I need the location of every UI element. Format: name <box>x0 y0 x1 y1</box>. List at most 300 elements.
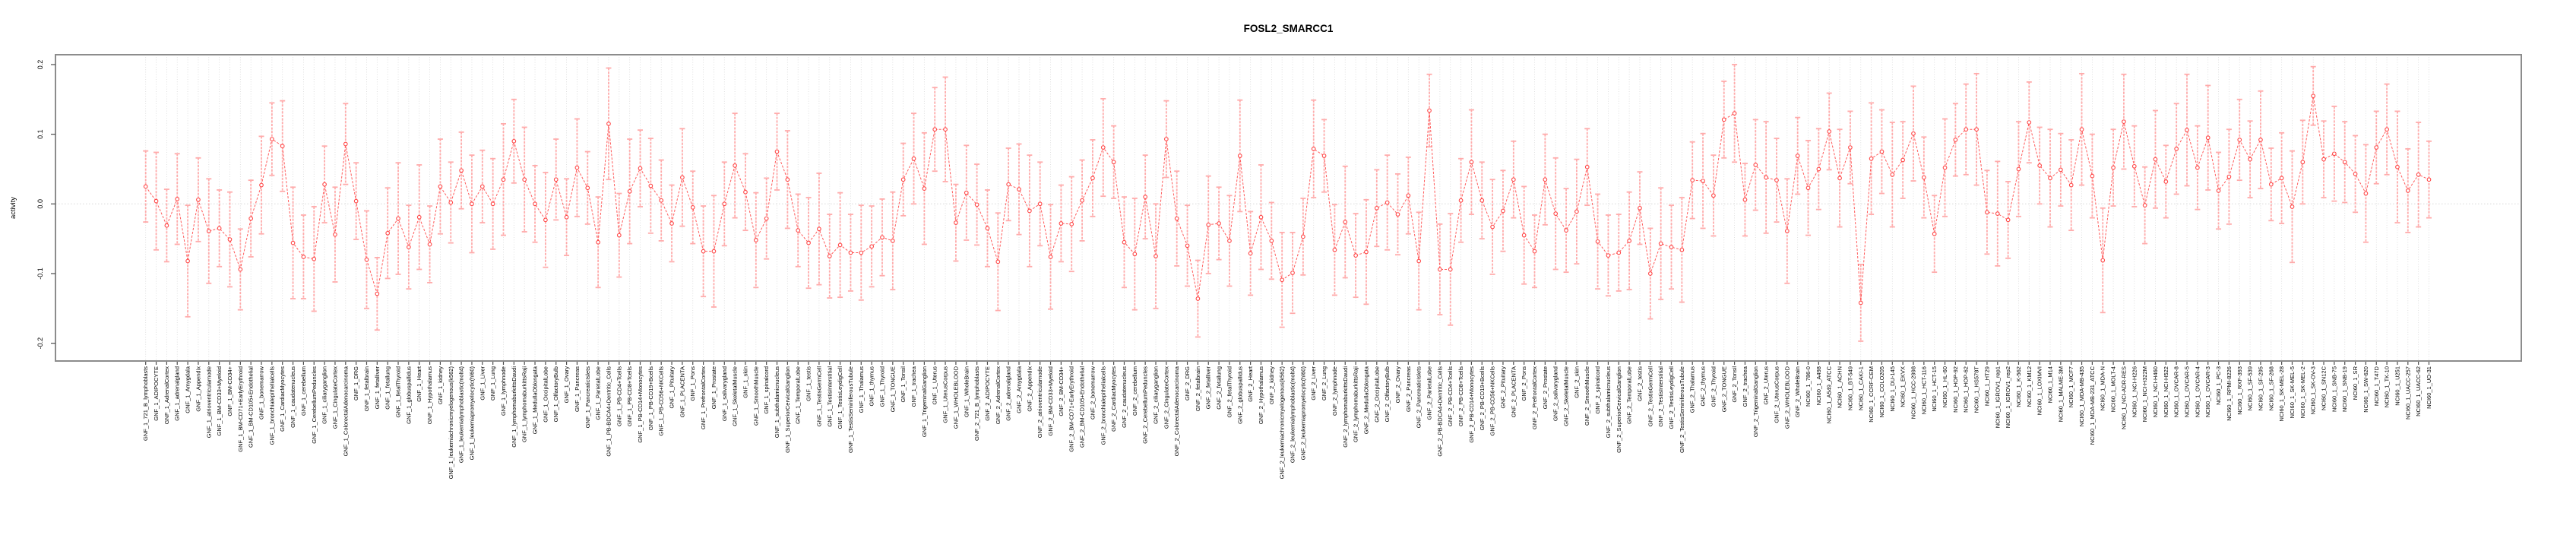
x-tick-label: NCI60_1_HCT-15 <box>1931 366 1938 412</box>
data-point <box>2343 160 2347 164</box>
data-point <box>1217 222 1221 226</box>
x-tick-label: GNF_2_subthalamicnucleus <box>1604 366 1612 439</box>
data-point <box>1038 202 1042 206</box>
data-point <box>2101 258 2105 262</box>
x-tick-label: NCI60_1_SK-MEL-5 <box>2288 366 2296 419</box>
data-point <box>2312 94 2315 98</box>
x-tick-label: NCI60_1_RXF-393 <box>2236 366 2243 415</box>
x-tick-label: GNF_2_fetallung <box>1215 366 1223 410</box>
x-tick-label: GNF_1_Prostate <box>710 366 717 410</box>
data-point <box>1606 254 1610 258</box>
data-point <box>586 186 590 190</box>
x-tick-label: GNF_1_caudatenucleus <box>290 366 297 428</box>
data-point <box>1017 188 1021 192</box>
data-point <box>912 157 916 160</box>
x-tick-label: NCI60_1_NCI-H460 <box>2151 366 2159 418</box>
y-tick-label: 0.1 <box>36 129 44 139</box>
x-tick-label: NCI60_1_HT29 <box>1983 366 1991 407</box>
x-tick-label: GNF_2_salivarygland <box>1552 366 1559 422</box>
x-tick-label: GNF_1_skin <box>742 366 749 398</box>
x-tick-label: GNF_2_SuperiorCervicalGanglion <box>1615 366 1622 453</box>
data-point <box>597 240 600 244</box>
x-tick-label: GNF_1_ColorectalAdenocarcinoma <box>342 366 350 457</box>
data-point <box>881 236 885 239</box>
x-tick-label: NCI60_1_EKVX <box>1899 366 1907 407</box>
x-tick-label: GNF_2_BM-CD105+Endothelial <box>1078 366 1086 448</box>
x-tick-label: GNF_1_WHOLEBLOOD <box>952 366 960 429</box>
data-point <box>438 185 442 188</box>
data-point <box>176 198 179 201</box>
x-tick-label: NCI60_1_MDA-MB-231_ATCC <box>2088 366 2096 445</box>
data-point <box>1901 158 1905 162</box>
data-point <box>2238 138 2242 142</box>
data-point <box>502 178 505 182</box>
data-point <box>144 185 147 188</box>
x-tick-label: GNF_1_BM-CD71+EarlyErythroid <box>236 366 244 452</box>
x-tick-label: GNF_1_Pituitary <box>668 366 676 409</box>
x-tick-label: GNF_2_bonemarrow <box>1089 366 1097 420</box>
x-tick-label: GNF_2_Pancreas <box>1404 366 1412 413</box>
data-point <box>891 239 895 243</box>
x-tick-label: NCI60_1_RPMI-8226 <box>2225 366 2233 421</box>
x-tick-label: GNF_2_Prostate <box>1541 366 1549 410</box>
x-tick-label: GNF_1_PB-CD19+Bcells <box>647 366 654 431</box>
x-tick-label: GNF_1_Pancreas <box>573 366 581 413</box>
data-point <box>428 242 432 246</box>
data-point <box>1059 222 1063 226</box>
x-tick-label: NCI60_1_SR <box>2352 366 2359 401</box>
data-point <box>607 122 611 126</box>
x-tick-label: NCI60_1_HOP-92 <box>1951 366 1959 413</box>
data-point <box>365 258 369 261</box>
x-tick-label: GNF_2_Tonsil <box>1731 366 1739 403</box>
data-point <box>2112 166 2116 169</box>
x-tick-label: GNF_2_kidney <box>1267 366 1275 405</box>
data-point <box>2006 218 2010 222</box>
data-point <box>2280 176 2283 180</box>
data-point <box>807 241 811 245</box>
x-tick-label: GNF_1_Uterus <box>931 366 938 405</box>
data-point <box>575 166 579 169</box>
data-point <box>818 227 821 231</box>
x-tick-label: GNF_2_Pons <box>1521 366 1528 401</box>
x-tick-label: NCI60_1_U251 <box>2394 366 2401 406</box>
x-tick-label: GNF_1_TONGUE <box>889 366 897 413</box>
x-tick-label: GNF_2_leukemiapromyelocytic(hl60) <box>1299 366 1307 461</box>
x-tick-label: GNF_1_PB-BDCA4+Dentritic_Cells <box>605 366 612 457</box>
data-point <box>523 178 527 182</box>
x-tick-label: GNF_2_spinalcord <box>1594 366 1602 414</box>
x-tick-label: GNF_2_Appendix <box>1026 366 1033 412</box>
data-point <box>1565 229 1568 233</box>
x-tick-label: GNF_1_testis <box>805 366 812 401</box>
x-tick-label: GNF_1_atrioventricularnode <box>205 366 213 439</box>
x-tick-label: NCI60_1_CCRF-CEM <box>1868 366 1875 423</box>
x-tick-label: GNF_1_Thyroid <box>878 366 886 407</box>
x-tick-label: NCI60_1_TK-10 <box>2383 366 2391 408</box>
x-tick-label: GNF_2_OccipitalLobe <box>1373 366 1381 423</box>
data-point <box>533 202 537 206</box>
data-point <box>1101 146 1105 150</box>
y-axis-title: activity <box>9 196 17 220</box>
data-point <box>2122 120 2126 124</box>
x-tick-label: GNF_2_PB-CD4+Tcells <box>1447 366 1454 426</box>
data-point <box>1302 235 1305 239</box>
x-tick-label: GNF_2_ADIPOCYTE <box>983 366 991 421</box>
x-tick-label: GNF_2_lymphomaburkittsDaudi <box>1341 366 1349 448</box>
data-point <box>481 185 485 188</box>
x-tick-label: GNF_1_Heart <box>416 366 423 402</box>
x-tick-label: GNF_2_PB-CD56+NKCells <box>1489 366 1496 436</box>
data-point <box>323 182 327 186</box>
x-tick-label: GNF_2_Lung <box>1321 366 1328 401</box>
x-tick-label: NCI60_1_OVCAR-8 <box>2173 366 2180 418</box>
x-tick-label: GNF_1_TrigeminalGanglion <box>920 366 928 438</box>
x-tick-label: GNF_1_OccipitalLobe <box>542 366 549 423</box>
data-point <box>786 178 790 182</box>
x-tick-label: GNF_2_Liver <box>1310 366 1318 401</box>
data-point <box>723 202 726 206</box>
data-point <box>397 217 400 220</box>
x-tick-label: NCI60_1_SF-268 <box>2267 366 2275 411</box>
x-tick-label: NCI60_1_COLO205 <box>1878 366 1885 418</box>
data-point <box>280 144 284 148</box>
x-tick-label: GNF_1_bronchialepithelialcells <box>268 366 276 445</box>
data-point <box>302 255 305 259</box>
data-point <box>628 189 631 193</box>
data-point <box>1986 211 1989 214</box>
data-point <box>1880 150 1884 154</box>
x-tick-label: NCI60_1_SNB-75 <box>2331 366 2338 413</box>
x-tick-label: GNF_2_PB-CD19+Bcells <box>1478 366 1486 431</box>
x-tick-label: GNF_1_BM-CD33+Myeloid <box>216 366 223 436</box>
x-tick-label: GNF_2_TestisInterstitial <box>1657 366 1665 427</box>
data-point <box>260 183 264 187</box>
x-tick-label: GNF_1_Tonsil <box>900 366 907 403</box>
x-tick-label: NCI60_1_UO-31 <box>2425 366 2432 409</box>
data-point <box>975 203 979 207</box>
x-tick-label: GNF_2_ColorectalAdenocarcinoma <box>1173 366 1181 457</box>
x-tick-label: GNF_2_fetalliver <box>1204 366 1212 410</box>
x-tick-label: NCI60_1_PC-3 <box>2215 366 2223 405</box>
x-tick-label: GNF_2_TemporalLobe <box>1625 366 1633 424</box>
series-line <box>146 96 2429 302</box>
data-point <box>1512 178 1516 182</box>
x-tick-label: GNF_1_Lung <box>489 366 497 401</box>
x-tick-label: GNF_2_TestisGermCell <box>1647 366 1654 427</box>
data-point <box>712 249 716 253</box>
data-point <box>670 222 674 226</box>
data-point <box>1144 195 1147 199</box>
data-point <box>2301 160 2305 164</box>
x-tick-label: NCI60_1_SK-MEL-28 <box>2278 366 2286 422</box>
x-tick-label: GNF_1_TestisGermCell <box>815 366 823 427</box>
data-point <box>2196 166 2200 169</box>
data-point <box>1185 244 1189 248</box>
x-tick-label: NCI60_1_A498 <box>1815 366 1822 406</box>
x-tick-label: GNF_2_thymus <box>1699 366 1707 407</box>
x-tick-label: GNF_1_CardiacMyocytes <box>279 366 286 432</box>
data-point <box>1291 271 1295 275</box>
x-tick-label: GNF_1_thymus <box>868 366 875 407</box>
x-tick-label: GNF_1_fetalThyroid <box>394 366 402 418</box>
x-tick-label: GNF_2_Amygdala <box>1015 366 1023 413</box>
data-point <box>1954 138 1957 142</box>
data-point <box>1786 230 1790 233</box>
data-point <box>1817 167 1821 171</box>
data-point <box>2269 182 2273 186</box>
data-point <box>2017 167 2021 171</box>
data-point <box>2333 152 2337 156</box>
x-tick-label: GNF_2_CerebellumPeduncles <box>1141 366 1149 444</box>
x-tick-label: NCI60_1_IGROV1_rep2 <box>2005 366 2012 429</box>
data-point <box>1554 212 1558 216</box>
x-tick-label: NCI60_1_HS578T <box>1973 366 1980 413</box>
data-point <box>1617 251 1621 255</box>
x-tick-label: GNF_1_bonemarrow <box>258 366 265 420</box>
x-tick-label: GNF_1_trachea <box>910 366 918 407</box>
data-point <box>618 233 622 237</box>
data-point <box>1407 194 1410 198</box>
x-tick-label: NCI60_1_NCI-H226 <box>2131 366 2138 418</box>
data-point <box>1133 252 1137 256</box>
data-point <box>1417 259 1421 263</box>
data-point <box>1112 160 1116 164</box>
y-tick-label: 0.2 <box>36 59 44 70</box>
data-point <box>2217 189 2220 193</box>
x-tick-label: NCI60_1_OVCAR-3 <box>2204 366 2212 418</box>
x-tick-label: NCI60_1_SF-539 <box>2246 366 2254 411</box>
data-point <box>2353 173 2357 176</box>
data-point <box>1175 217 1179 220</box>
x-tick-label: GNF_2_MedullaOblongata <box>1362 366 1370 435</box>
x-tick-label: GNF_2_WHOLEBLOOD <box>1783 366 1791 429</box>
data-point <box>343 142 347 146</box>
x-tick-label: NCI60_1_SK-OV-3 <box>2309 366 2317 415</box>
data-point <box>1228 239 1232 243</box>
data-point <box>2206 136 2210 140</box>
data-point <box>1385 201 1389 204</box>
data-point <box>1932 232 1936 236</box>
data-point <box>901 178 905 182</box>
data-point <box>2059 168 2063 172</box>
x-tick-label: GNF_2_fetalbrain <box>1194 366 1201 412</box>
data-point <box>1081 198 1084 202</box>
x-tick-label: GNF_2_AdrenalCortex <box>994 366 1002 425</box>
data-point <box>954 221 958 225</box>
data-point <box>1259 215 1263 219</box>
data-point <box>291 241 295 245</box>
x-tick-label: GNF_2_testis <box>1636 366 1644 401</box>
x-tick-label: GNF_1_globuspallidus <box>405 366 413 424</box>
x-tick-label: GNF_1_WholeBrain <box>963 366 970 418</box>
x-tick-label: NCI60_1_NCI-ADR-RES <box>2120 366 2128 429</box>
x-tick-label: GNF_2_atrioventricularnode <box>1036 366 1044 439</box>
x-tick-label: NCI60_1_M14 <box>2046 366 2054 404</box>
data-point <box>1280 278 1284 282</box>
x-tick-label: GNF_1_Appendix <box>195 366 202 412</box>
x-tick-label: GNF_2_PancreaticIslets <box>1415 366 1422 429</box>
x-tick-label: GNF_2_PLACENTA <box>1510 366 1517 418</box>
x-tick-label: GNF_1_PB-CD4+Tcells <box>616 366 623 426</box>
data-point <box>2038 164 2042 168</box>
x-tick-label: GNF_2_TestisSeminiferousTubule <box>1678 366 1685 453</box>
x-tick-label: GNF_2_lymphomaburkittsRaji <box>1352 366 1359 443</box>
x-tick-label: GNF_2_fetalThyroid <box>1226 366 1233 418</box>
x-tick-label: GNF_1_PB-CD14+Monocytes <box>637 366 644 443</box>
x-tick-label: GNF_2_721_B_lymphoblasts <box>973 366 981 441</box>
data-point <box>1712 194 1716 198</box>
x-tick-label: GNF_2_CardiacMyocytes <box>1110 366 1118 432</box>
data-point <box>1491 225 1495 229</box>
data-point <box>1343 220 1347 224</box>
x-tick-label: GNF_1_AdrenalCortex <box>163 366 170 425</box>
x-tick-label: GNF_1_PrefrontalCortex <box>700 366 707 429</box>
data-point <box>1333 249 1337 252</box>
x-tick-label: GNF_1_fetalliver <box>373 366 381 410</box>
data-point <box>2290 205 2294 209</box>
x-tick-label: GNF_2_Hypothalamus <box>1257 366 1264 425</box>
data-point <box>1428 109 1432 112</box>
x-tick-label: GNF_2_OlfactoryBulb <box>1384 366 1391 423</box>
data-point <box>964 191 968 195</box>
x-tick-label: GNF_2_BM-CD34+ <box>1057 366 1065 416</box>
x-tick-label: GNF_2_ParietalLobe <box>1426 366 1433 420</box>
data-point <box>1207 223 1210 227</box>
x-tick-label: GNF_2_PB-CD14+Monocytes <box>1467 366 1475 443</box>
data-point <box>2164 180 2168 184</box>
x-tick-label: GNF_1_SuperiorCervicalGanglion <box>783 366 791 453</box>
x-tick-label: NCI60_1_KM12 <box>2025 366 2033 407</box>
x-tick-label: NCI60_1_SK-MEL-2 <box>2299 366 2306 419</box>
x-tick-label: GNF_2_TrigeminalGanglion <box>1752 366 1759 438</box>
data-point <box>744 190 748 194</box>
data-point <box>1691 179 1695 182</box>
data-point <box>1007 182 1011 186</box>
x-tick-label: NCI60_1_SF-295 <box>2257 366 2264 411</box>
data-point <box>701 249 705 253</box>
data-point <box>2427 178 2431 182</box>
data-point <box>417 215 421 219</box>
y-tick-label: 0.0 <box>36 199 44 209</box>
x-tick-label: GNF_1_cerebellum <box>299 366 307 416</box>
x-tick-label: NCI60_1_T47D <box>2372 366 2380 407</box>
x-tick-label: GNF_2_Thyroid <box>1710 366 1717 407</box>
data-point <box>1628 239 1631 243</box>
x-tick-label: GNF_2_ciliaryganglion <box>1152 366 1160 424</box>
x-tick-label: NCI60_1_LOXIMVI <box>2036 366 2043 416</box>
data-point <box>764 217 768 220</box>
data-point <box>271 138 274 141</box>
x-tick-label: NCI60_1_OVCAR-5 <box>2183 366 2191 418</box>
x-tick-label: GNF_2_Uterus <box>1762 366 1770 405</box>
x-tick-label: NCI60_1_HOP-62 <box>1962 366 1970 413</box>
x-tick-label: GNF_1_PancreaticIslets <box>584 366 591 429</box>
x-tick-label: GNF_2_Ovary <box>1394 366 1401 404</box>
data-point <box>2396 165 2400 169</box>
data-point <box>2143 204 2147 207</box>
data-point <box>649 184 653 188</box>
data-point <box>2132 164 2136 168</box>
data-point <box>1312 147 1315 151</box>
data-point <box>312 257 316 261</box>
data-point <box>165 223 169 227</box>
x-tick-label: GNF_1_ciliaryganglion <box>321 366 328 424</box>
x-tick-label: GNF_1_BM-CD105+Endothelial <box>247 366 255 448</box>
data-point <box>859 251 863 255</box>
x-tick-label: GNF_1_Hypothalamus <box>426 366 434 425</box>
data-point <box>838 243 842 247</box>
data-point <box>796 229 800 233</box>
y-tick-label: -0.2 <box>36 337 44 350</box>
data-point <box>1806 186 1810 190</box>
x-tick-label: GNF_1_fetallung <box>384 366 391 410</box>
data-point <box>460 169 464 173</box>
data-point <box>2069 183 2073 187</box>
data-point <box>334 233 337 236</box>
data-point <box>1849 146 1853 150</box>
plot-border <box>55 55 2521 361</box>
x-tick-label: GNF_2_TONGUE <box>1720 366 1728 413</box>
x-tick-label: NCI60_1_CAKI-1 <box>1857 366 1865 410</box>
data-point <box>1459 198 1463 202</box>
x-tick-label: GNF_1_PLACENTA <box>679 366 686 418</box>
data-point <box>691 206 695 210</box>
x-tick-label: NCI60_1_DU-145 <box>1888 366 1896 412</box>
data-point <box>681 176 685 179</box>
x-tick-label: NCI60_1_UACC-62 <box>2415 366 2423 416</box>
data-point <box>2416 173 2420 176</box>
data-point <box>1438 268 1442 271</box>
data-point <box>2027 121 2031 125</box>
x-tick-label: GNF_2_leukemiachronicmyelogenous(k562) <box>1278 366 1286 480</box>
data-point <box>1838 176 1842 180</box>
x-tick-label: GNF_2_lymphnode <box>1331 366 1338 416</box>
x-tick-label: GNF_1_Pons <box>689 366 697 401</box>
data-point <box>1964 128 1968 131</box>
data-point <box>1448 268 1452 271</box>
data-point <box>1680 249 1684 252</box>
x-tick-label: GNF_1_TestisSeminiferousTubule <box>847 366 854 453</box>
data-point <box>1891 173 1894 176</box>
data-point <box>1375 207 1378 211</box>
x-tick-label: NCI60_1_MDA-MB-435 <box>2078 366 2086 427</box>
data-point <box>1238 154 1242 158</box>
data-point <box>470 202 474 206</box>
data-point <box>1502 209 1505 213</box>
x-tick-label: GNF_1_Amygdala <box>184 366 191 413</box>
x-tick-label: GNF_1_MedullaOblongata <box>531 366 539 435</box>
data-point <box>491 202 495 206</box>
data-point <box>2090 174 2094 178</box>
data-point <box>1122 240 1126 244</box>
data-point <box>986 226 989 230</box>
data-point <box>1596 240 1600 244</box>
data-point <box>1828 130 1831 134</box>
x-tick-label: GNF_2_WholeBrain <box>1794 366 1802 418</box>
data-point <box>1533 249 1536 253</box>
data-point <box>375 292 379 296</box>
x-tick-label: NCI60_1_SW-620 <box>2362 366 2369 413</box>
data-point <box>1764 176 1768 179</box>
data-point <box>828 255 831 258</box>
x-tick-label: GNF_2_BM-CD71+EarlyErythroid <box>1068 366 1075 452</box>
x-tick-label: GNF_1_PB-CD56+NKCells <box>657 366 665 436</box>
data-point <box>638 166 642 170</box>
data-point <box>449 201 453 204</box>
x-tick-label: NCI60_1_UACC-257 <box>2404 366 2412 420</box>
data-point <box>733 164 737 168</box>
